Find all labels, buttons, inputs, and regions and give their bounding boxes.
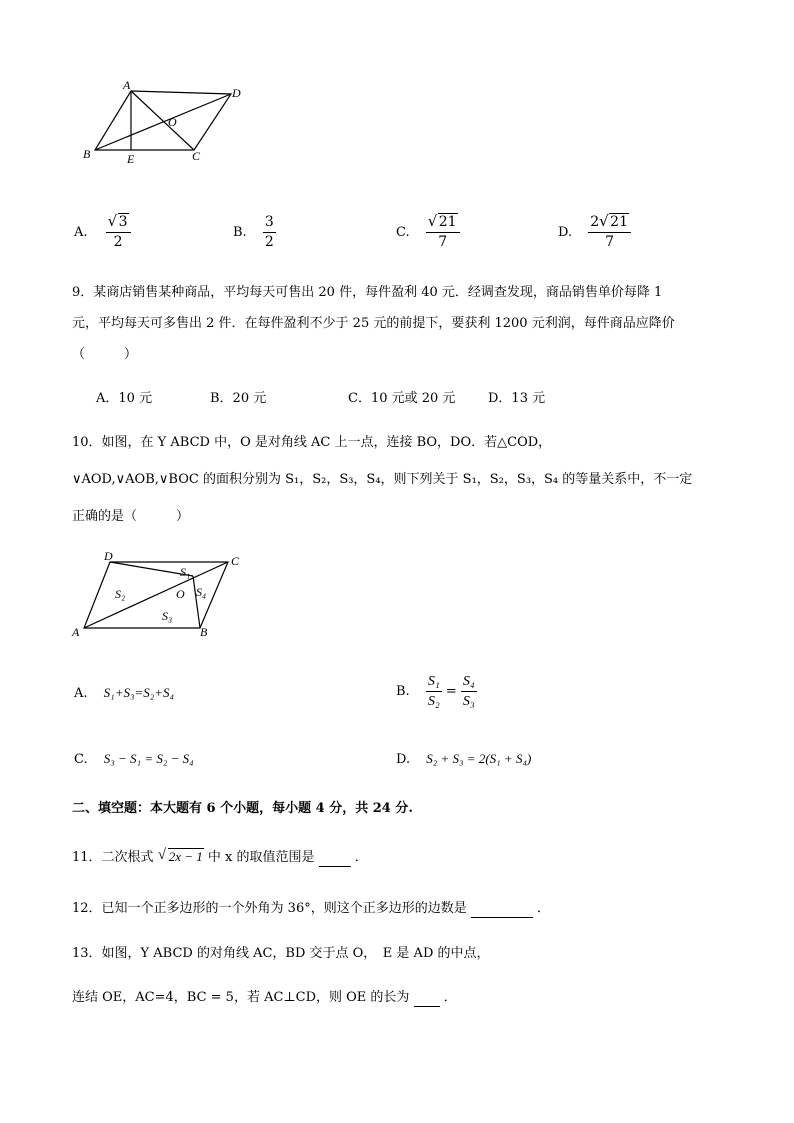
q9-option-a: A．10 元 — [96, 391, 153, 406]
option-label: A. — [74, 225, 88, 240]
label-o: O — [176, 587, 185, 601]
radical-expression: √ 2x − 1 — [157, 847, 203, 864]
label-s1: S₁ — [180, 565, 191, 579]
option-label: A. — [74, 686, 88, 701]
denominator: 7 — [438, 234, 448, 250]
numerator: S₄ — [461, 673, 477, 692]
q8-option-a — [74, 214, 131, 251]
q10-line-1: 10．如图，在 Y ABCD 中，O 是对角线 AC 上一点，连接 BO，DO．若△COD， — [72, 435, 552, 450]
q8-option-d — [558, 214, 631, 251]
q9-line-2: 元，平均每天可多售出 2 件．在每件盈利不少于 25 元的前提下，要获利 1200 元利润，每件商品应降价 — [72, 316, 675, 331]
label-e: E — [127, 152, 135, 166]
q9-line-1: 9．某商店销售某种商品，平均每天可售出 20 件，每件盈利 40 元．经调查发现，商品销售单价每降 1 — [72, 285, 663, 300]
label-b: B — [200, 625, 208, 639]
radicand: 3 — [118, 214, 128, 230]
denominator: S₂ — [427, 694, 440, 709]
label-a: A — [123, 78, 131, 92]
fraction-left — [426, 673, 442, 710]
label-b: B — [83, 147, 91, 161]
parallelogram-figure-2 — [70, 548, 250, 642]
fraction: √ 21 7 — [426, 214, 460, 251]
label-o: O — [168, 115, 177, 129]
label-c: C — [231, 554, 240, 568]
label-a: A — [72, 625, 80, 639]
denominator: 2 — [264, 234, 274, 250]
q8-option-c — [396, 214, 460, 251]
q10-option-d — [396, 750, 531, 768]
q9-option-d: D．13 元 — [488, 391, 546, 406]
q9-option-c: C．10 元或 20 元 — [348, 391, 456, 406]
denominator: S₃ — [462, 694, 475, 709]
label-s3: S₃ — [162, 609, 173, 623]
q11-end: ． — [354, 850, 368, 865]
q13-line-1: 13．如图，Y ABCD 的对角线 AC，BD 交于点 O， E 是 AD 的中点， — [72, 946, 490, 961]
q12 — [72, 900, 550, 918]
radicand: 2x − 1 — [168, 849, 203, 864]
label-d: D — [104, 549, 113, 563]
option-label: B. — [233, 225, 247, 240]
q12-end: ． — [537, 901, 551, 916]
q9-option-b: B．20 元 — [210, 391, 267, 406]
q13-text: 连结 OE，AC=4，BC = 5，若 AC⊥CD，则 OE 的长为 — [72, 990, 410, 1005]
option-label: B. — [396, 684, 410, 699]
label-s2: S₂ — [115, 587, 126, 601]
radicand: 21 — [610, 214, 628, 230]
answer-blank[interactable] — [471, 900, 533, 918]
fraction: 2 √ 21 7 — [588, 214, 631, 251]
q10-option-b — [396, 673, 477, 710]
answer-blank[interactable] — [414, 989, 440, 1007]
numerator: S₁ — [426, 673, 442, 692]
label-d: D — [232, 86, 241, 100]
parallelogram-figure-1 — [78, 78, 258, 170]
option-label: D. — [396, 752, 411, 767]
option-expression: S₂ + S₃ = 2(S₁ + S₄) — [426, 751, 532, 766]
denominator: 7 — [605, 234, 615, 250]
option-label: C. — [74, 752, 88, 767]
label-c: C — [192, 149, 201, 163]
numerator: 3 — [263, 214, 276, 233]
equals-sign: = — [445, 684, 457, 699]
q10-option-a — [74, 684, 174, 702]
q13-end: ． — [443, 990, 457, 1005]
option-label: D. — [558, 225, 573, 240]
q11 — [72, 848, 368, 867]
q10-line-3: 正确的是（ ） — [72, 509, 190, 524]
denominator: 2 — [113, 234, 123, 250]
q10-line-2: ∨AOD,∨AOB,∨BOC 的面积分别为 S₁，S₂，S₃，S₄，则下列关于 S₁，S₂，S₃，S₄ 的等量关系中，不一定 — [72, 472, 693, 487]
option-expression: S₁+S₃=S₂+S₄ — [103, 685, 175, 700]
q8-option-b — [233, 214, 276, 251]
fraction: √ 3 2 — [106, 214, 131, 251]
q13-line-2 — [72, 989, 457, 1007]
section-heading: 二、填空题：本大题有 6 个小题，每小题 4 分，共 24 分. — [72, 801, 413, 816]
fraction-right — [461, 673, 477, 710]
q12-text: 12．已知一个正多边形的一个外角为 36°，则这个正多边形的边数是 — [72, 901, 467, 916]
radicand: 21 — [438, 214, 457, 230]
q10-option-c — [74, 750, 194, 768]
fraction — [263, 214, 276, 251]
label-s4: S₄ — [196, 585, 207, 599]
answer-blank[interactable] — [319, 849, 351, 867]
option-label: C. — [396, 225, 410, 240]
q11-suffix: 中 x 的取值范围是 — [207, 850, 315, 865]
q11-prefix: 11．二次根式 — [72, 850, 154, 865]
coefficient: 2 — [590, 214, 600, 230]
option-expression: S₃ − S₁ = S₂ − S₄ — [103, 751, 194, 766]
q9-paren: （ ） — [72, 347, 138, 362]
